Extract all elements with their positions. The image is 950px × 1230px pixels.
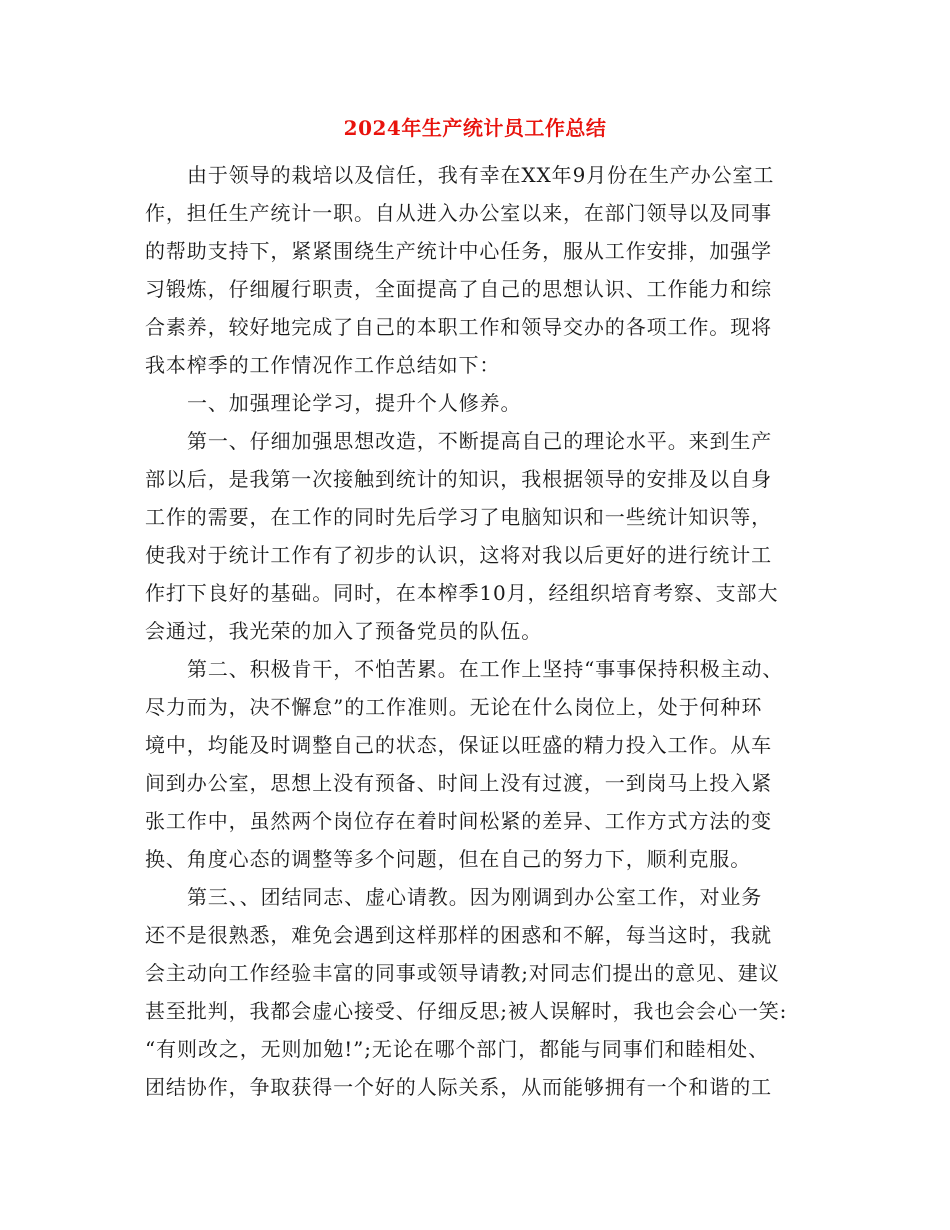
section-heading: 一、加强理论学习，提升个人修养。 xyxy=(187,391,522,415)
text-line: 工作的需要，在工作的同时先后学习了电脑知识和一些统计知识等， xyxy=(145,505,772,529)
text-line: 的帮助支持下，紧紧围绕生产统计中心任务，服从工作安排，加强学 xyxy=(145,239,772,263)
text-line: 还不是很熟悉，难免会遇到这样那样的困惑和不解，每当这时，我就 xyxy=(145,923,772,947)
text-line: 境中，均能及时调整自己的状态，保证以旺盛的精力投入工作。从车 xyxy=(145,733,772,757)
text-line: 会主动向工作经验丰富的同事或领导请教;对同志们提出的意见、建议 xyxy=(145,961,780,985)
text-line: 团结协作，争取获得一个好的人际关系，从而能够拥有一个和谐的工 xyxy=(145,1075,772,1099)
text-line: 换、角度心态的调整等多个问题，但在自己的努力下，顺利克服。 xyxy=(145,847,752,871)
text-line: 尽力而为，决不懈怠”的工作准则。无论在什么岗位上，处于何种环 xyxy=(145,695,763,719)
text-line: 使我对于统计工作有了初步的认识，这将对我以后更好的进行统计工 xyxy=(145,543,772,567)
document-title: 2024年生产统计员工作总结 xyxy=(343,116,607,140)
text-line: 由于领导的栽培以及信任，我有幸在XX年9月份在生产办公室工 xyxy=(187,163,775,187)
text-line: 第三、、团结同志、虚心请教。因为刚调到办公室工作，对业务 xyxy=(187,885,763,909)
text-line: 甚至批判，我都会虚心接受、仔细反思;被人误解时，我也会会心一笑: xyxy=(145,999,788,1023)
document-body xyxy=(145,156,805,1106)
text-line: 作打下良好的基础。同时，在本榨季10月，经组织培育考察、支部大 xyxy=(145,581,779,605)
text-line: 第一、仔细加强思想改造，不断提高自己的理论水平。来到生产 xyxy=(187,429,773,453)
text-line: 合素养，较好地完成了自己的本职工作和领导交办的各项工作。现将 xyxy=(145,315,772,339)
text-line: 间到办公室，思想上没有预备、时间上没有过渡，一到岗马上投入紧 xyxy=(145,771,772,795)
text-line: “有则改之，无则加勉!”;无论在哪个部门，都能与同事们和睦相处、 xyxy=(145,1037,770,1061)
text-line: 会通过，我光荣的加入了预备党员的队伍。 xyxy=(145,619,543,643)
text-line: 我本榨季的工作情况作工作总结如下： xyxy=(145,353,501,377)
text-line: 作，担任生产统计一职。自从进入办公室以来，在部门领导以及同事 xyxy=(145,201,772,225)
text-line: 第二、积极肯干，不怕苦累。在工作上坚持“事事保持积极主动、 xyxy=(187,657,784,681)
text-line: 习锻炼，仔细履行职责，全面提高了自己的思想认识、工作能力和综 xyxy=(145,277,772,301)
text-line: 张工作中，虽然两个岗位存在着时间松紧的差异、工作方式方法的变 xyxy=(145,809,772,833)
text-line: 部以后，是我第一次接触到统计的知识，我根据领导的安排及以自身 xyxy=(145,467,772,491)
